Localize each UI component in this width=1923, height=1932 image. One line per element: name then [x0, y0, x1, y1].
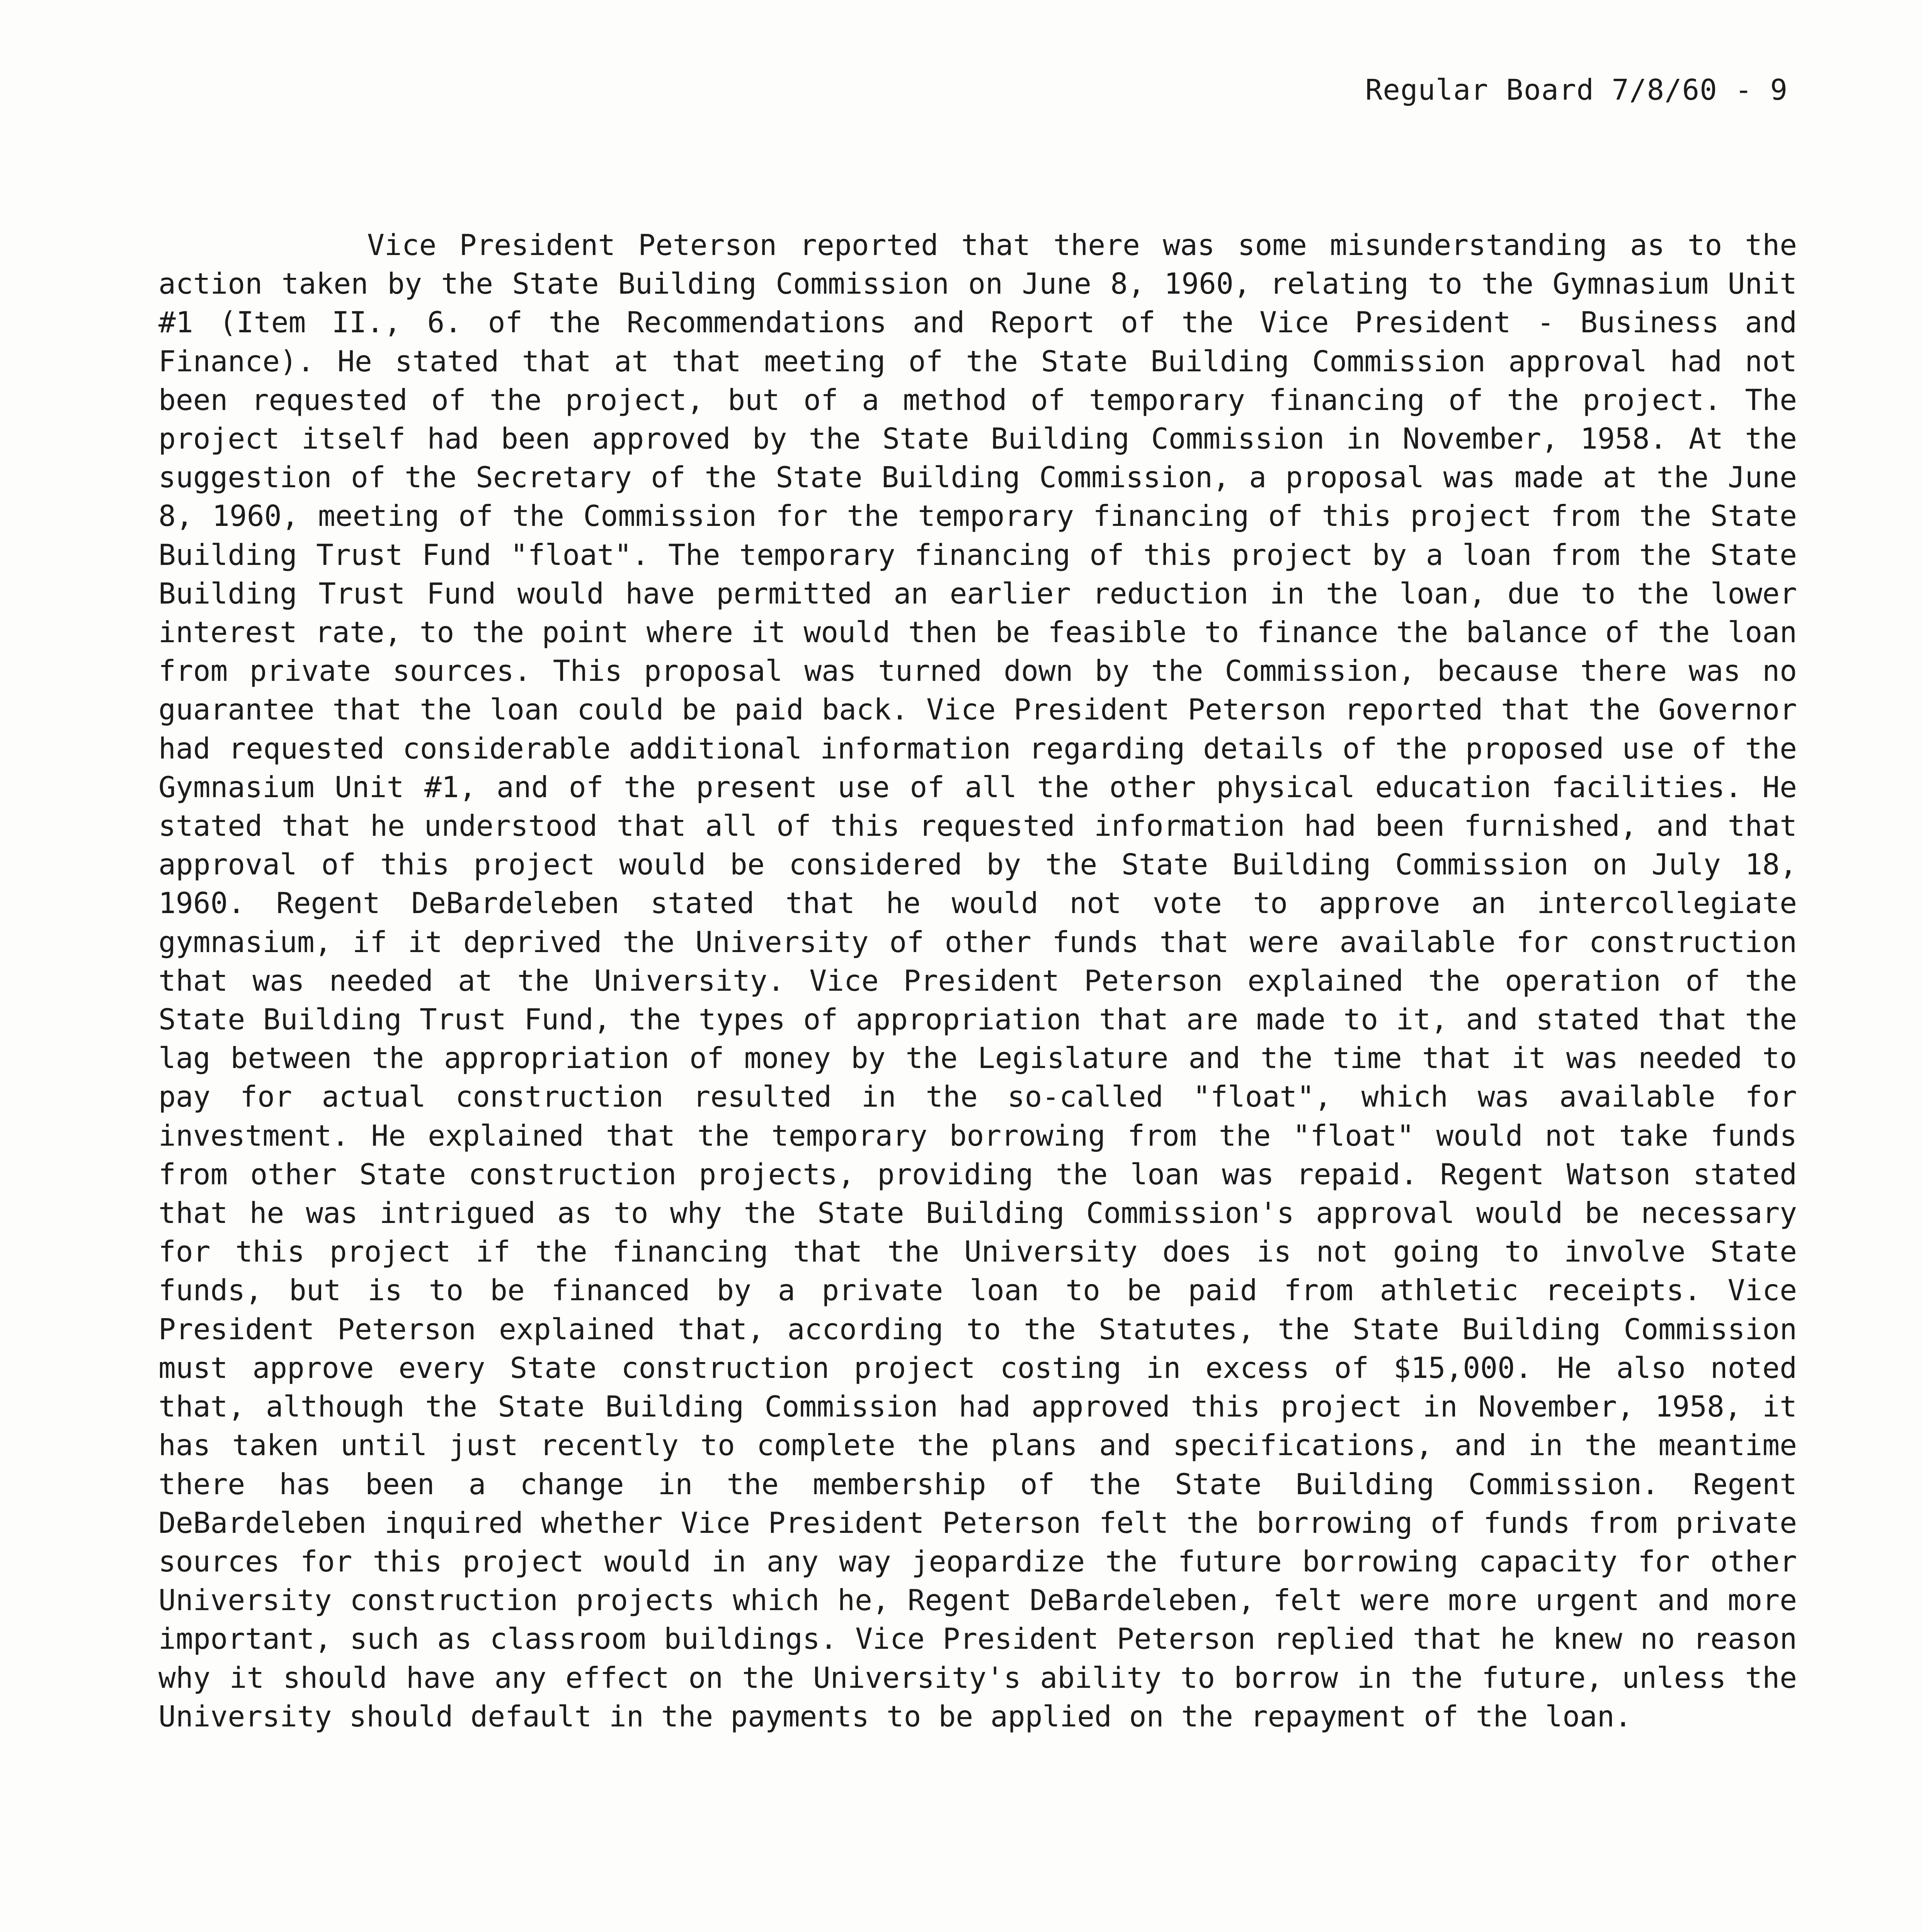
- running-header: Regular Board 7/8/60 - 9: [1365, 73, 1788, 107]
- paragraph-peterson-report: [158, 226, 1797, 1736]
- paragraph-text: Vice President Peterson reported that there was some misunderstanding as to the action taken by the State Building Commission on June 8, 1960, relating to the Gymnasium Unit #1 (Item II., 6. of the Recommendations and Report of the Vice President - Business and Finance). He stated that at that meeting of the State Building Commission approval had not been requested of the project, but of a method of temporary financing of the project. The project itself had been approved by the State Building Commission in November, 1958. At the suggestion of the Secretary of the State Building Commission, a proposal was made at the June 8, 1960, meeting of the Commission for the temporary financing of this project from the State Building Trust Fund "float". The temporary financing of this project by a loan from the State Building Trust Fund would have permitted an earlier reduction in the loan, due to the lower interest rate, to the point where it would then be feasible to finance the balance of the loan from private sources. This proposal was turned down by the Commission, because there was no guarantee that the loan could be paid back. Vice President Peterson reported that the Governor had requested considerable additional information regarding details of the proposed use of the Gymnasium Unit #1, and of the present use of all the other physical education facilities. He stated that he understood that all of this requested information had been furnished, and that approval of this project would be considered by the State Building Commission on July 18, 1960. Regent DeBardeleben stated that he would not vote to approve an intercollegiate gymnasium, if it deprived the University of other funds that were available for construction that was needed at the University. Vice President Peterson explained the operation of the State Building Trust Fund, the types of appropriation that are made to it, and stated that the lag between the appropriation of money by the Legislature and the time that it was needed to pay for actual construction resulted in the so-called "float", which was available for investment. He explained that the temporary borrowing from the "float" would not take funds from other State construction projects, providing the loan was repaid. Regent Watson stated that he was intrigued as to why the State Building Commission's approval would be necessary for this project if the financing that the University does is not going to involve State funds, but is to be financed by a private loan to be paid from athletic receipts. Vice President Peterson explained that, according to the Statutes, the State Building Commission must approve every State construction project costing in excess of $15,000. He also noted that, although the State Building Commission had approved this project in November, 1958, it has taken until just recently to complete the plans and specifications, and in the meantime there has been a change in the membership of the State Building Commission. Regent DeBardeleben inquired whether Vice President Peterson felt the borrowing of funds from private sources for this project would in any way jeopardize the future borrowing capacity for other University construction projects which he, Regent DeBardeleben, felt were more urgent and more important, such as classroom buildings. Vice President Peterson replied that he knew no reason why it should have any effect on the University's ability to borrow in the future, unless the University should default in the payments to be applied on the repayment of the loan.: [158, 228, 1797, 1733]
